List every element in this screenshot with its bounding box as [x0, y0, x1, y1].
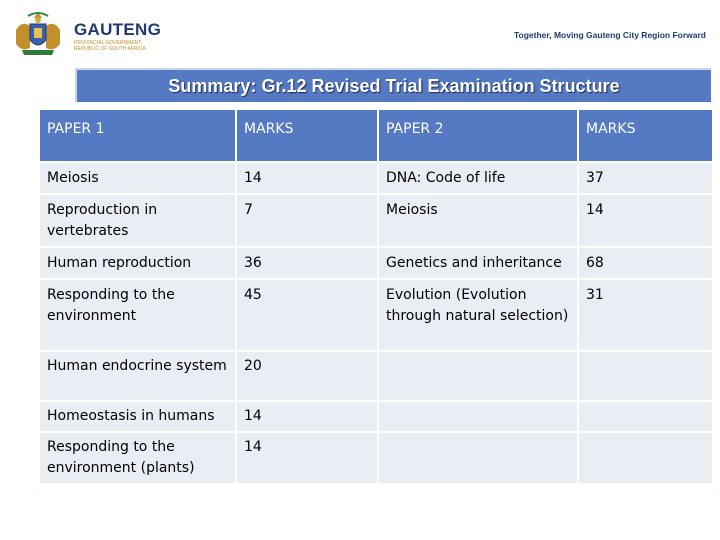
table-cell: 14 [236, 401, 378, 432]
table-cell: 14 [236, 162, 378, 194]
table-cell: 45 [236, 279, 378, 351]
table-cell: 14 [578, 194, 713, 247]
table-cell [578, 401, 713, 432]
tagline: Together, Moving Gauteng City Region Forward [513, 30, 706, 40]
table-cell: Human endocrine system [39, 351, 236, 401]
slide-title-text: Summary: Gr.12 Revised Trial Examination Structure [168, 75, 620, 96]
brand-name: GAUTENG [74, 20, 162, 39]
coat-of-arms-icon [8, 8, 68, 58]
table-cell: 20 [236, 351, 378, 401]
table-cell [578, 351, 713, 401]
brand-subtitle: PROVINCIAL GOVERNMENT REPUBLIC OF SOUTH AFRICA [74, 40, 146, 52]
table-cell: 14 [236, 432, 378, 484]
table-cell: Homeostasis in humans [39, 401, 236, 432]
page-header [0, 0, 720, 62]
table-cell: Responding to the environment [39, 279, 236, 351]
table-cell: Responding to the environment (plants) [39, 432, 236, 484]
exam-structure-table [38, 108, 714, 485]
table-cell [378, 401, 578, 432]
table-cell: Meiosis [378, 194, 578, 247]
table-cell: 31 [578, 279, 713, 351]
table-cell: Reproduction in vertebrates [39, 194, 236, 247]
table-row [39, 351, 713, 401]
table-cell: 36 [236, 247, 378, 279]
table-cell: 37 [578, 162, 713, 194]
table-cell: Genetics and inheritance [378, 247, 578, 279]
table-cell: Meiosis [39, 162, 236, 194]
header-cell: MARKS [578, 109, 713, 162]
table-row [39, 401, 713, 432]
table-cell: Human reproduction [39, 247, 236, 279]
table-row [39, 162, 713, 194]
header-cell: PAPER 2 [378, 109, 578, 162]
table-row [39, 194, 713, 247]
slide-title [75, 68, 711, 102]
header-cell: PAPER 1 [39, 109, 236, 162]
table-row [39, 247, 713, 279]
table-cell [578, 432, 713, 484]
table-cell [378, 351, 578, 401]
table-cell: Evolution (Evolution through natural selection) [378, 279, 578, 351]
table-header-row [39, 109, 713, 162]
table-row [39, 279, 713, 351]
table-cell: 68 [578, 247, 713, 279]
gauteng-logo [8, 8, 162, 58]
header-cell: MARKS [236, 109, 378, 162]
table-cell: 7 [236, 194, 378, 247]
table-cell: DNA: Code of life [378, 162, 578, 194]
table-cell [378, 432, 578, 484]
table-row [39, 432, 713, 484]
